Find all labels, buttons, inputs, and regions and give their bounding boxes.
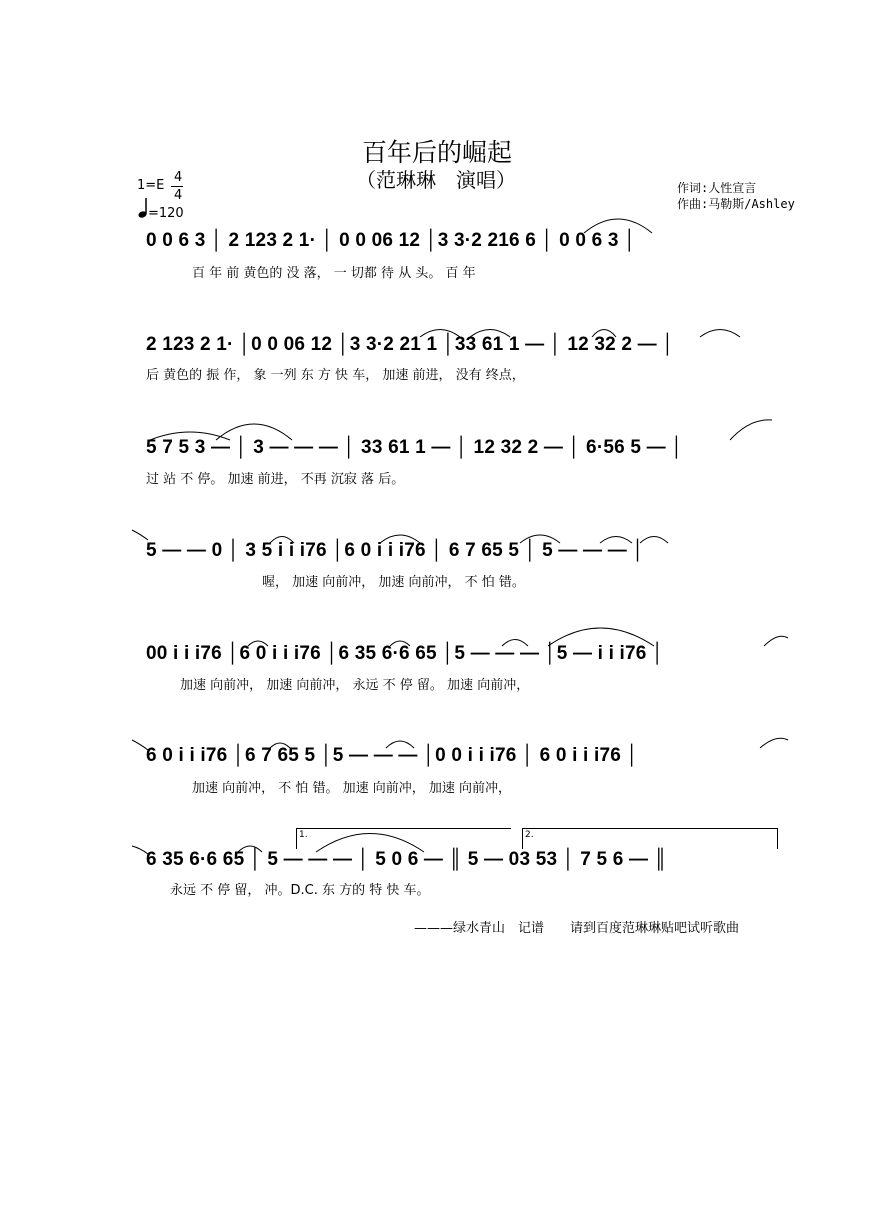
- lyrics-row-7: 永远 不 停 留， 冲。D.C. 东 方的 特 快 车。: [170, 883, 430, 898]
- song-title: 百年后的崛起: [362, 138, 513, 167]
- notes-row-7: 6 35 6·6 65 │ 5 — — — │ 5 0 6 — ║ 5 — 03 53 │ 7 5 6 — ║: [146, 849, 668, 870]
- notes-row-5: 00 i i i76 │6 0 i i i76 │6 35 6·6 65 │5 — — — │5 — i i i76 │: [146, 643, 665, 664]
- lyricist-credit: 作词:人性宣言: [677, 181, 757, 195]
- composer-credit: 作曲:马勒斯/Ashley: [677, 197, 795, 211]
- singer-label: （范琳琳 演唱）: [356, 168, 516, 192]
- tempo-label: =120: [148, 206, 184, 221]
- lyrics-row-3: 过 站 不 停。 加速 前进， 不再 沉寂 落 后。: [146, 472, 405, 487]
- notes-row-1: 0 0 6 3 │ 2 123 2 1· │ 0 0 06 12 │3 3·2 216 6 │ 0 0 6 3 │: [146, 230, 637, 251]
- time-signature-top: 4: [174, 170, 183, 185]
- notes-row-2: 2 123 2 1· │0 0 06 12 │3 3·2 21 1 │33 61 1 — │ 12 32 2 — │: [146, 334, 675, 355]
- lyrics-row-1: 百 年 前 黄色的 没 落， 一 切都 待 从 头。 百 年: [192, 266, 476, 281]
- notes-row-6: 6 0 i i i76 │6 7 65 5 │5 — — — │0 0 i i i76 │ 6 0 i i i76 │: [146, 745, 639, 766]
- lyrics-row-2: 后 黄色的 振 作， 象 一列 东 方 快 车， 加速 前进， 没有 终点，: [146, 368, 525, 383]
- key-signature: 1=E: [137, 178, 165, 193]
- notes-row-4: 5 — — 0 │ 3 5 i i i76 │6 0 i i i76 │ 6 7 65 5 │ 5 — — — │: [146, 540, 645, 561]
- volta-first-label: 1.: [299, 830, 308, 840]
- lyrics-row-5: 加速 向前冲， 加速 向前冲， 永远 不 停 留。 加速 向前冲，: [180, 678, 530, 693]
- notes-row-3: 5 7 5 3 — │ 3 — — — │ 33 61 1 — │ 12 32 2 — │ 6·56 5 — │: [146, 437, 684, 458]
- footer-note: ———绿水青山 记谱 请到百度范琳琳贴吧试听歌曲: [414, 921, 740, 936]
- lyrics-row-4: 喔， 加速 向前冲， 加速 向前冲， 不 怕 错。: [262, 575, 525, 590]
- lyrics-row-6: 加速 向前冲， 不 怕 错。 加速 向前冲， 加速 向前冲，: [192, 781, 512, 796]
- volta-second-label: 2.: [525, 830, 534, 840]
- time-signature-bottom: 4: [174, 188, 183, 203]
